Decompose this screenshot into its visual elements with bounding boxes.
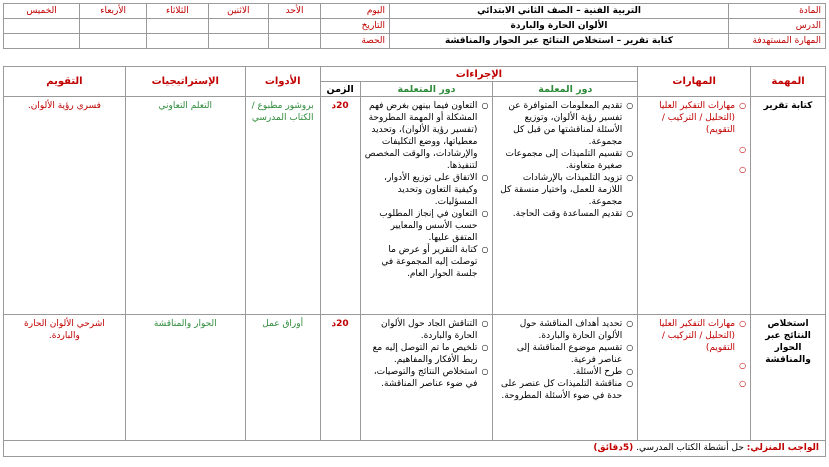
day-monday: الاثنين (208, 4, 269, 19)
day-sunday: الأحد (269, 4, 321, 19)
bullet-icon: ○ (481, 367, 489, 376)
bullet-icon: ○ (481, 245, 489, 254)
bullet-icon: ○ (626, 209, 634, 218)
learner-role-cell (360, 97, 493, 315)
bullet-icon: ○ (626, 149, 634, 158)
evaluation-cell: فسري رؤية الألوان. (4, 97, 126, 315)
learner-step: التعاون في إنجاز المطلوب حسب الأسس والمعايير المتفق عليها. (379, 209, 478, 243)
table-row (4, 97, 826, 315)
bullet-icon: ○ (626, 343, 634, 352)
skill-line: التقويم) (705, 125, 736, 135)
subject-value: التربية الفنية – الصف الثاني الابتدائي (390, 4, 729, 19)
col-time-header: الزمن (320, 82, 360, 97)
strategy-cell: الحوار والمناقشة (125, 315, 245, 441)
learner-step: كتابة التقرير أو عرض ما توصلت إليه المجموعة في جلسة الحوار العام. (381, 245, 478, 279)
teacher-step: تحديد أهداف المناقشة حول الألوان الحارة والباردة. (519, 319, 623, 341)
teacher-step: تزويد التلميذات بالإرشادات اللازمة للعمل، واختيار منسقة كل مجموعة. (500, 173, 623, 207)
learner-step: استخلاص النتائج والتوصيات، في ضوء عناصر المناقشة. (373, 367, 478, 389)
col-learner-role-header: دور المتعلمة (360, 82, 493, 97)
col-procedures-header: الإجراءات (320, 67, 638, 82)
tools-cell: بروشور مطبوع / الكتاب المدرسي (245, 97, 320, 315)
learner-step: التعاون فيما بينهن بغرض فهم المشكلة أو المهمة المطروحة (تفسير رؤية الألوان)، وتحديد معطياتها، ووضع التكليفات والإرشادات، والوقت المخصص لتنفيذها. (364, 101, 478, 171)
target-skill-value: كتابة تقرير – استخلاص النتائج عبر الحوار والمناقشة (390, 34, 729, 49)
skill-line: التقويم) (705, 343, 736, 353)
col-evaluation-header: التقويم (4, 67, 126, 97)
period-label: الحصة (321, 34, 390, 49)
learner-role-cell (360, 315, 493, 441)
table-row (4, 315, 826, 441)
skill-line: (التحليل / التركيب / (661, 113, 736, 123)
day-tuesday: الثلاثاء (147, 4, 208, 19)
time-cell: 20د (320, 97, 360, 315)
bullet-icon: ○ (626, 319, 634, 328)
task-cell: استخلاص النتائج عبر الحوار والمناقشة (751, 315, 826, 441)
bullet-icon: ○ (626, 367, 634, 376)
skills-cell (638, 97, 751, 315)
day-label: اليوم (321, 4, 390, 19)
bullet-icon: ○ (626, 379, 634, 388)
col-strategies-header: الإستراتيجيات (125, 67, 245, 97)
lesson-value: الألوان الحارة والباردة (390, 19, 729, 34)
target-skill-label: المهارة المستهدفة (729, 34, 826, 49)
evaluation-cell: اشرحي الألوان الحارة والباردة. (4, 315, 126, 441)
date-label: التاريخ (321, 19, 390, 34)
learner-step: التناقش الجاد حول الألوان الحارة والباردة. (380, 319, 478, 341)
learner-step: الاتفاق على توزيع الأدوار، وكيفية التعاون وتحديد المسؤليات. (384, 173, 478, 207)
skills-cell (638, 315, 751, 441)
time-cell: 20د (320, 315, 360, 441)
strategy-cell: التعلم التعاوني (125, 97, 245, 315)
bullet-icon: ○ (739, 145, 747, 154)
homework-cell (4, 441, 826, 457)
skill-line: مهارات التفكير العليا (659, 101, 736, 111)
homework-text: حل أنشطة الكتاب المدرسي. (636, 443, 744, 453)
col-task-header: المهمة (751, 67, 826, 97)
teacher-step: تقسيم التلميذات إلى مجموعات صغيرة متعاونة. (505, 149, 623, 171)
bullet-icon: ○ (739, 361, 747, 370)
bullet-icon: ○ (739, 165, 747, 174)
bullet-icon: ○ (739, 319, 747, 328)
bullet-icon: ○ (626, 101, 634, 110)
lesson-label: الدرس (729, 19, 826, 34)
bullet-icon: ○ (739, 101, 747, 110)
teacher-step: تقديم المعلومات المتوافرة عن تفسير رؤية الألوان، وتوزيع الأسئلة لمناقشتها من قبل كل مجموعة. (508, 101, 623, 147)
teacher-step: تقديم المساعدة وقت الحاجة. (512, 209, 623, 219)
learner-step: تلخيص ما تم التوصل إليه مع ربط الأفكار والمفاهيم. (372, 343, 478, 365)
lesson-procedures-table (3, 66, 826, 457)
col-tools-header: الأدوات (245, 67, 320, 97)
bullet-icon: ○ (481, 209, 489, 218)
teacher-step: طرح الأسئلة. (572, 367, 623, 377)
tools-cell: أوراق عمل (245, 315, 320, 441)
bullet-icon: ○ (626, 173, 634, 182)
bullet-icon: ○ (481, 319, 489, 328)
teacher-role-cell (493, 315, 638, 441)
homework-label: الواجب المنزلي: (746, 443, 819, 453)
bullet-icon: ○ (739, 379, 747, 388)
homework-row (4, 441, 826, 457)
bullet-icon: ○ (481, 343, 489, 352)
bullet-icon: ○ (481, 173, 489, 182)
lesson-header-table (3, 3, 826, 49)
teacher-role-cell (493, 97, 638, 315)
homework-time: (5دقائق) (593, 443, 634, 453)
subject-label: المادة (729, 4, 826, 19)
day-thursday: الخميس (4, 4, 80, 19)
skill-line: مهارات التفكير العليا (659, 319, 736, 329)
col-skills-header: المهارات (638, 67, 751, 97)
teacher-step: مناقشة التلميذات كل عنصر على حدة في ضوء الأسئلة المطروحة. (500, 379, 623, 401)
day-wednesday: الأربعاء (80, 4, 147, 19)
skill-line: (التحليل / التركيب / (661, 331, 736, 341)
col-teacher-role-header: دور المعلمة (493, 82, 638, 97)
bullet-icon: ○ (481, 101, 489, 110)
task-cell: كتابة تقرير (751, 97, 826, 315)
teacher-step: تقسيم موضوع المناقشة إلى عناصر فرعية. (516, 343, 623, 365)
